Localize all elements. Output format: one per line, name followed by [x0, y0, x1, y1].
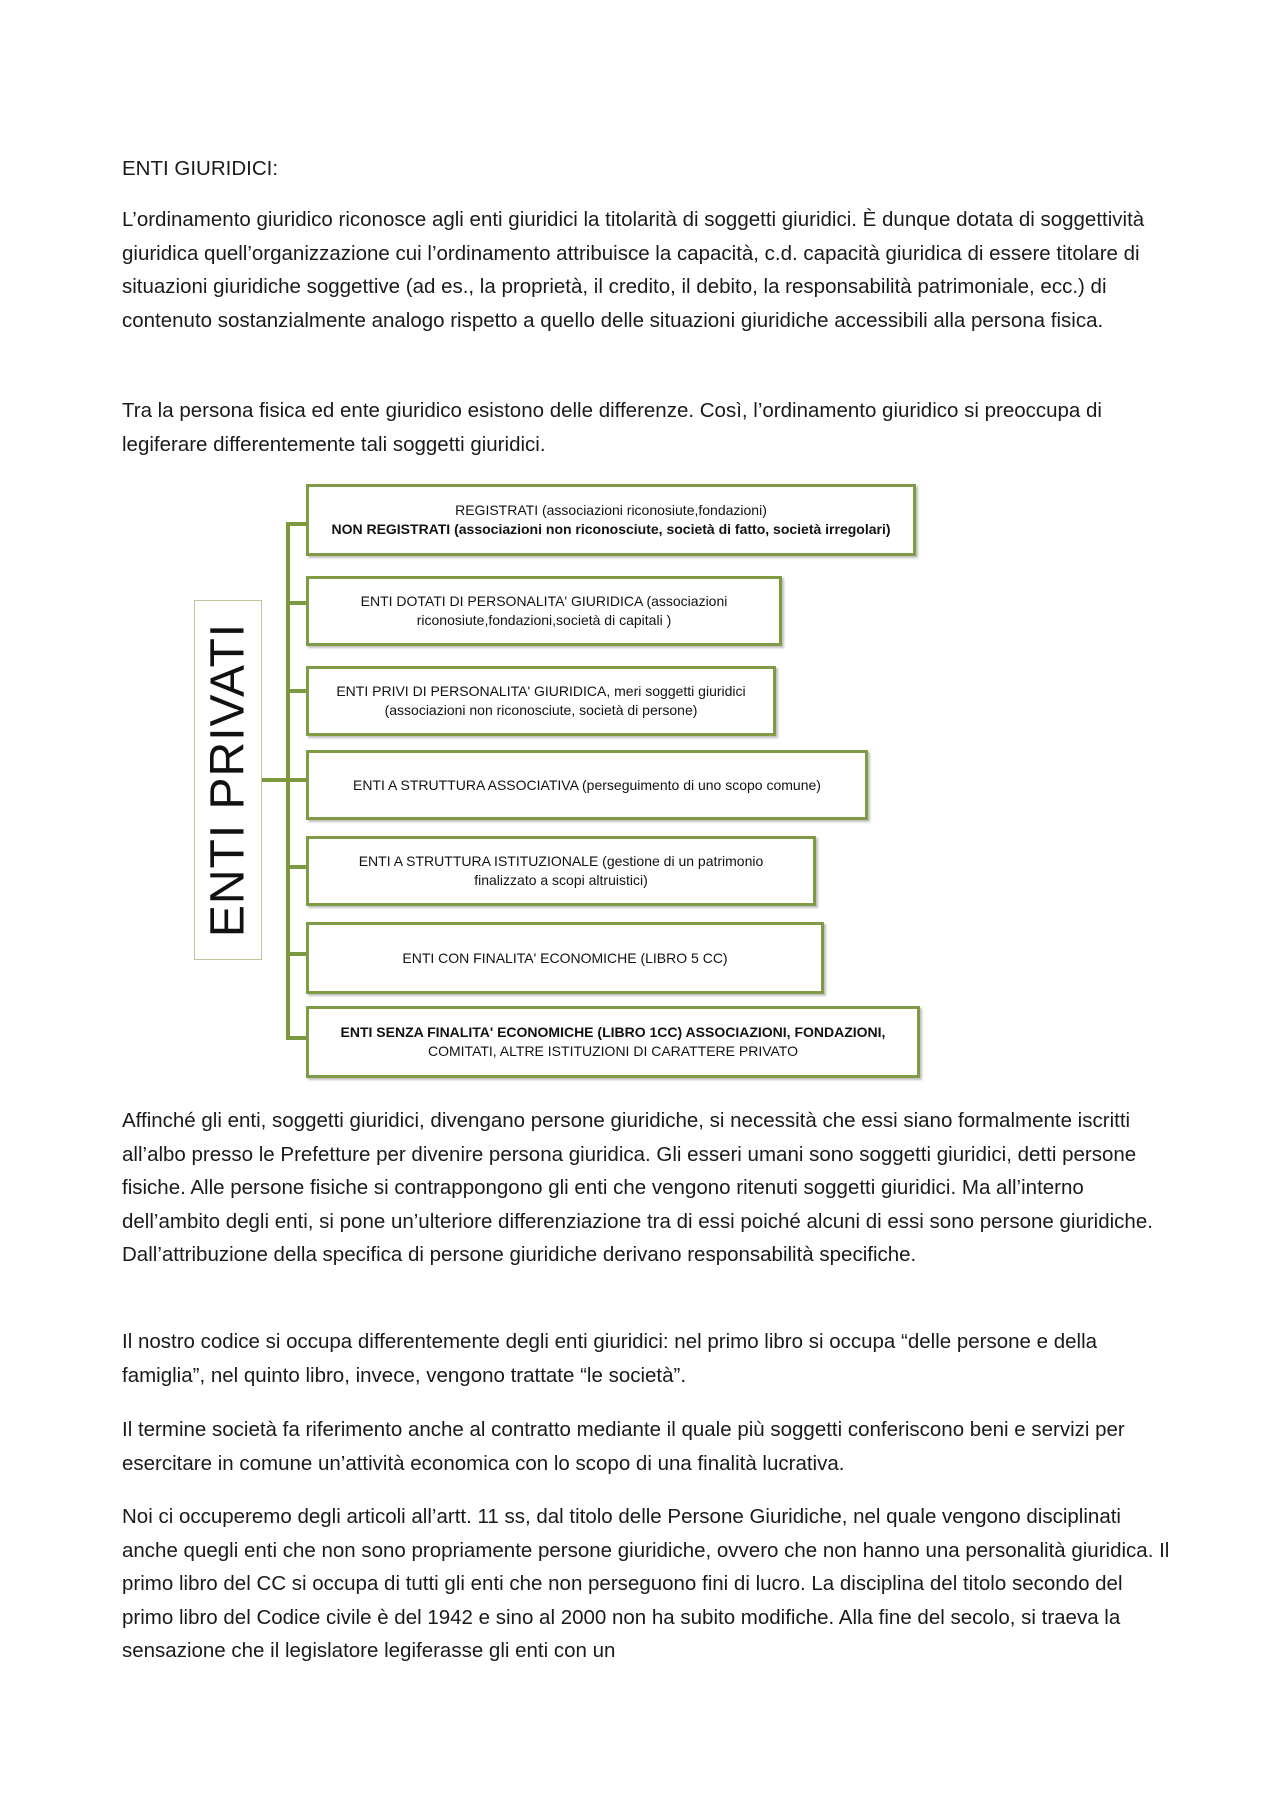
diagram-box-privi-personalita — [306, 666, 776, 736]
connector-branch-5 — [286, 865, 308, 869]
paragraph-intro: L’ordinamento giuridico riconosce agli enti giuridici la titolarità di soggetti giuridici. È dunque dotata di soggettività giuridica quell’organizzazione cui l’ordinamento attribuisce la capacità, c.d. capacità giuridica di essere titolare di situazioni giuridiche soggettive (ad es., la proprietà, il credito, il debito, la responsabilità patrimoniale, ecc.) di contenuto sostanzialmente analogo rispetto a quello delle situazioni giuridiche accessibili alla persona fisica. — [122, 208, 1145, 332]
diagram-box-associativa — [306, 750, 868, 820]
box-line: ENTI CON FINALITA' ECONOMICHE (LIBRO 5 CC) — [402, 949, 728, 966]
box-line: ENTI DOTATI DI PERSONALITA' GIURIDICA (associazioni — [360, 593, 728, 609]
root-label-box — [194, 600, 262, 960]
enti-privati-diagram — [190, 480, 930, 1080]
paragraph-articoli: Noi ci occuperemo degli articoli all’artt. 11 ss, dal titolo delle Persone Giuridiche, nel quale vengono disciplinati anche quegli enti che non sono propriamente persone giuridiche, ovvero che non hanno una personalità giuridica. Il primo libro del CC si occupa di tutti gli enti che non perseguono fini di lucro. La disciplina del titolo secondo del primo libro del Codice civile è del 1942 e sino al 2000 non ha subito modifiche. Alla fine del secolo, si traeva la sensazione che il legislatore legiferasse gli enti con un — [122, 1505, 1170, 1662]
diagram-box-registrati — [306, 484, 916, 556]
box-line: ENTI PRIVI DI PERSONALITA' GIURIDICA, meri soggetti giuridici — [336, 683, 746, 699]
connector-branch-6 — [286, 952, 308, 956]
connector-branch-3 — [286, 689, 308, 693]
root-label: ENTI PRIVATI — [201, 622, 255, 938]
box-line: ENTI SENZA FINALITA' ECONOMICHE (LIBRO 1CC) ASSOCIAZIONI, FONDAZIONI, — [340, 1024, 886, 1040]
connector-branch-7 — [286, 1036, 308, 1040]
paragraph-societa: Il termine società fa riferimento anche al contratto mediante il quale più soggetti conferiscono beni e servizi per esercitare in comune un’attività economica con lo scopo di una finalità lucrativa. — [122, 1418, 1125, 1475]
box-line: (associazioni non riconosciute, società di persone) — [384, 702, 698, 718]
connector-branch-1 — [286, 522, 308, 526]
box-line: finalizzato a scopi altruistici) — [474, 872, 648, 888]
box-line: ENTI A STRUTTURA ISTITUZIONALE (gestione di un patrimonio — [358, 853, 764, 869]
paragraph-differences: Tra la persona fisica ed ente giuridico esistono delle differenze. Così, l’ordinamento giuridico si preoccupa di legiferare differentemente tali soggetti giuridici. — [122, 399, 1102, 456]
box-line: NON REGISTRATI (associazioni non riconosciute, società di fatto, società irregolari) — [331, 521, 891, 537]
connector-branch-4 — [286, 778, 308, 782]
box-line: REGISTRATI (associazioni riconosiute,fondazioni) — [455, 502, 767, 518]
diagram-box-personalita — [306, 576, 782, 646]
diagram-box-istituzionale — [306, 836, 816, 906]
diagram-box-senza-finalita — [306, 1006, 920, 1078]
connector-branch-2 — [286, 601, 308, 605]
diagram-box-finalita-economiche — [306, 922, 824, 994]
box-line: COMITATI, ALTRE ISTITUZIONI DI CARATTERE PRIVATO — [428, 1043, 798, 1059]
paragraph-persone-giuridiche: Affinché gli enti, soggetti giuridici, divengano persone giuridiche, si necessità che essi siano formalmente iscritti all’albo presso le Prefetture per divenire persona giuridica. Gli esseri umani sono soggetti giuridici, detti persone fisiche. Alle persone fisiche si contrappongono gli enti che vengono ritenuti soggetti giuridici. Ma all’interno dell’ambito degli enti, si pone un’ulteriore differenziazione tra di essi poiché alcuni di essi sono persone giuridiche. Dall’attribuzione della specifica di persone giuridiche derivano responsabilità specifiche. — [122, 1109, 1153, 1266]
section-heading: ENTI GIURIDICI: — [122, 157, 279, 180]
box-line: ENTI A STRUTTURA ASSOCIATIVA (perseguimento di uno scopo comune) — [353, 776, 821, 793]
box-line: riconosiute,fondazioni,società di capitali ) — [416, 612, 672, 628]
paragraph-codice: Il nostro codice si occupa differentemente degli enti giuridici: nel primo libro si occupa “delle persone e della famiglia”, nel quinto libro, invece, vengono trattate “le società”. — [122, 1330, 1098, 1387]
